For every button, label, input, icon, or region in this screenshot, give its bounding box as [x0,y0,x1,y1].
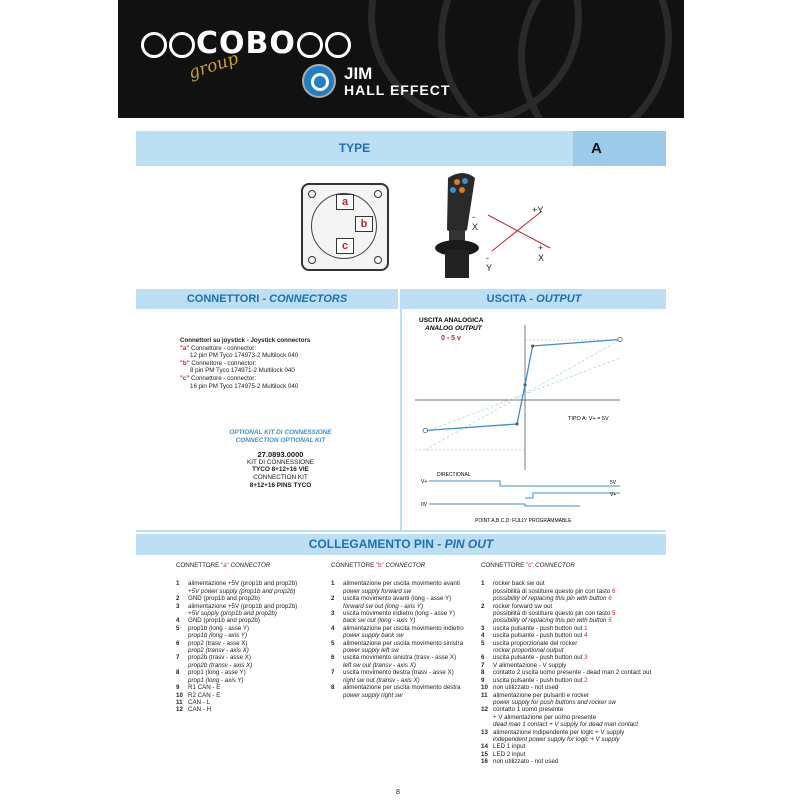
pin-translation: forward sw out (long - axis Y) [343,602,424,610]
product-subtitle: HALL EFFECT [344,82,451,98]
data-point [423,428,427,432]
pin-translation: right sw out (transv - axis X) [343,676,420,684]
pin-number: 14 [481,743,488,751]
pin-c: c [336,238,354,254]
pin-row [481,706,671,728]
pin-number: 1 [481,580,485,588]
pin-translation: possibility of replacing this pin with button 6 [493,595,612,603]
pin-row [481,729,671,744]
axis-minus-x: - X [472,212,479,232]
connectors-list [180,337,310,390]
pin-row [481,692,671,707]
pin-row [331,595,471,610]
pin-number: 9 [481,676,485,684]
pinout-header: COLLEGAMENTO PIN - PIN OUT [136,534,666,555]
data-point [531,345,533,347]
pin-row [331,640,471,655]
pin-description: prop2b (trasv - asse X) [188,654,251,662]
pin-translation: +5V supply (prop1b and prop2b) [188,610,277,618]
right-vplus: V+ [610,492,617,498]
pin-number: 16 [481,758,488,766]
data-point [618,337,622,341]
pin-translation: prop1 (long - axis Y) [188,676,244,684]
pin-translation: rocker proportional output [493,647,564,655]
kit-line5: TYCO 8+12+16 VIE [252,466,309,474]
pin-translation: back sw out (long - axis Y) [343,617,416,625]
connectors-header: CONNETTORI - CONNECTORS [136,289,398,309]
pin-row [176,654,316,669]
pin-number: 13 [481,728,488,736]
pin-number: 15 [481,750,488,758]
pin-row [481,654,671,661]
pin-number: 5 [481,639,485,647]
kit-code: 27.0893.0000 [257,450,304,460]
kit-line4: KIT DI CONNESSIONE [247,458,314,466]
pin-description: alimentazione +5V (prop1b and prop2b) [188,602,298,610]
pin-translation: power supply right sw [343,691,403,699]
pin-description: CAN - L [188,698,211,706]
pin-description: rocker forward sw out [493,602,553,610]
pin-translation: prop1b (long - axis Y) [188,632,248,640]
pin-description: GND (prop1b and prop2b) [188,595,260,603]
pin-number: 11 [481,691,488,699]
pin-description: uscita movimento indietro (long - asse Y) [343,610,455,618]
pin-number: 8 [176,669,180,677]
pin-description: uscita movimento destra (trasv - asse X) [343,669,454,677]
kit-line7: 8+12+16 PINS TYCO [249,481,312,489]
axis-plus-y: +Y [532,205,544,215]
brand-logo: COBO [140,26,352,61]
pin-row [481,662,671,669]
chart-subtitle: ANALOG OUTPUT [425,325,482,332]
type-label: TYPE [338,141,371,155]
data-point [524,384,526,386]
chart-footer: POINT A,B,C,D: FULLY PROGRAMMABLE [475,518,572,524]
pinout-column-c [481,562,671,766]
pin-translation: left sw out (transv - axis X) [343,661,416,669]
pin-description: alimentazione per uscita movimento indietro [343,624,464,632]
pin-subdescription: possibilità di sostituire questo pin con tasto 5 [493,610,616,618]
section-divider [400,289,402,530]
data-point [516,423,518,425]
pin-translation: possibility of replacing this pin with button 5 [493,617,612,625]
pin-description: R2 CAN - E [188,691,221,699]
connector-a: "a" Connettore - connector: [180,344,257,352]
pin-description: rocker back sw out [493,580,545,588]
pin-row [176,617,316,624]
pin-description: V alimentazione - V supply [493,661,567,669]
pin-translation: power supply for push buttons and rocker sw [493,698,616,706]
pin-number: 7 [331,669,335,677]
connector-c-desc: 16 pin PM Tyco 174975-2 Multilock 040 [190,382,299,390]
pin-description: GND (prop1b and prop2b) [188,617,260,625]
pin-description: uscita proporzionale del rocker [493,639,578,647]
jim-logo-icon [302,64,336,98]
pin-translation: power supply forward sw [343,587,412,595]
column-b-header: CONNETTORE "b" CONNECTOR [331,562,426,569]
pin-number: 6 [176,639,180,647]
analog-output-chart [405,310,630,530]
product-title: JIM [344,64,373,83]
pin-row [176,640,316,655]
pin-number: 10 [481,684,488,692]
pin-number: 9 [176,684,180,692]
pin-translation: prop2 (transv - axis X) [188,647,249,655]
connector-diagram [301,183,389,271]
kit-line1: OPTIONAL KIT DI CONNESSIONE [229,429,332,436]
kit-line6: CONNECTION KIT [253,473,308,481]
pin-description: prop1 (long - asse Y) [188,669,246,677]
pin-description: alimentazione per uscita movimento sinistra [343,639,464,647]
connector-b: "b" Connettore - connector: [180,359,257,367]
pin-row [481,743,671,750]
pin-row [481,625,671,632]
pin-number: 11 [176,698,183,706]
pin-description: alimentazione per pulsanti e rocker [493,691,589,699]
pin-number: 6 [331,654,335,662]
pin-number: 5 [331,639,335,647]
pin-row [331,625,471,640]
column-a-header: CONNETTORE "a" CONNECTOR [176,562,271,569]
zero-label: 0V [421,502,428,508]
pin-row [331,669,471,684]
pin-translation: dead man 1 contact + V supply for dead man contact [493,721,638,729]
chart-title: USCITA ANALOGICA [419,317,484,324]
type-value: A [573,131,666,166]
pin-row [176,699,316,706]
pin-number: 3 [481,624,485,632]
axis-plus-x: + X [538,243,545,263]
connectors-title: Connettori su joystick - Joystick connectors [180,337,311,344]
pin-row [176,625,316,640]
pin-number: 3 [331,610,335,618]
pin-row [331,610,471,625]
pin-subdescription: + V alimentazione per uomo presente [493,713,597,721]
pin-number: 4 [481,632,485,640]
pin-row [176,669,316,684]
pin-number: 8 [331,684,335,692]
pin-row [176,706,316,713]
pin-description: uscita pulsante - push button out 3 [493,654,588,662]
pin-description: uscita pulsante - push button out 2 [493,676,588,684]
pin-row [481,580,671,602]
pin-number: 2 [331,595,335,603]
pin-row [481,758,671,765]
pin-description: alimentazione per uscita movimento destra [343,684,461,692]
pin-a: a [336,194,354,210]
pin-row [331,684,471,699]
pin-number: 12 [176,706,183,714]
pinout-column-b [331,562,471,699]
pin-description: prop2 (trasv - asse X) [188,639,248,647]
pin-row [481,640,671,655]
pin-description: alimentazione per uscita movimento avanti [343,580,460,588]
pin-description: uscita movimento avanti (long - asse Y) [343,595,452,603]
axis-minus-y: - Y [486,253,493,273]
pinout-divider [136,530,666,532]
pin-description: CAN - H [188,706,212,714]
column-c-header: CONNETTORE "c" CONNECTOR [481,562,575,569]
pin-row [481,751,671,758]
pin-number: 7 [176,654,180,662]
pin-description: non utilizzato - not used [493,684,559,692]
pin-row [176,603,316,618]
pin-description: alimentazione +5V (prop1b and prop2b) [188,580,298,588]
pin-subdescription: possibilità di sostituire questo pin con tasto 6 [493,587,616,595]
pin-description: non utilizzato - not used [493,758,559,766]
pin-b: b [355,216,373,232]
pin-number: 3 [176,602,180,610]
header-banner [118,0,684,118]
output-header: USCITA - OUTPUT [402,289,666,309]
pin-number: 1 [331,580,335,588]
pin-row [176,692,316,699]
pin-description: LED 1 input [493,743,526,751]
pin-row [331,654,471,669]
pin-translation: +5V power supply (prop1b and prop2b) [188,587,296,595]
pin-row [481,632,671,639]
connector-b-desc: 8 pin PM Tyco 174971-2 Multilock 040 [190,367,295,375]
pin-number: 8 [481,669,485,677]
page-number: 8 [396,789,400,796]
pin-number: 6 [481,654,485,662]
pin-description: contatto 1 uomo presente [493,706,564,714]
pin-description: contatto 2 uscita uomo presente - dead man 2 contact out [493,669,652,677]
pin-row [481,677,671,684]
chart-range: 0 - 5 v [441,335,461,342]
pin-number: 5 [176,624,180,632]
pin-row [176,595,316,602]
pin-translation: power supply left sw [343,647,399,655]
directional-label: DIRECTIONAL [437,472,471,478]
catalog-page [118,0,684,800]
pin-description: uscita movimento sinistra (trasv - asse X) [343,654,457,662]
brand-subtitle: group [186,48,241,84]
pin-translation: prop2b (transv - axis X) [188,661,253,669]
pin-row [176,684,316,691]
pin-number: 12 [481,706,488,714]
pin-number: 4 [176,617,180,625]
chart-note: TIPO A: V+ = 5V [568,416,609,422]
pin-description: uscita pulsante - push button out 1 [493,624,588,632]
pin-description: alimentazione indipendente per logic + V supply [493,728,625,736]
kit-line2: CONNECTION OPTIONAL KIT [235,436,326,444]
pin-number: 2 [481,602,485,610]
pin-number: 10 [176,691,183,699]
pin-number: 7 [481,661,485,669]
pin-row [481,603,671,625]
pin-translation: independent power supply for logic + V supply [493,735,620,743]
vplus-label: V+ [421,479,428,485]
pin-description: LED 2 input [493,750,526,758]
connector-c: "c" Connettore - connector: [180,374,257,382]
connection-kit [218,429,343,489]
pin-row [481,669,671,676]
pin-number: 4 [331,624,335,632]
pin-number: 1 [176,580,180,588]
pin-number: 2 [176,595,180,603]
connector-a-desc: 12 pin PM Tyco 174973-2 Multilock 040 [190,352,299,360]
type-bar [136,131,666,166]
pin-description: R1 CAN - E [188,684,221,692]
pin-row [331,580,471,595]
pin-translation: power supply back sw [343,632,404,640]
pin-row [481,684,671,691]
right-5v: 5V [610,480,617,486]
pin-description: uscita pulsante - push button out 4 [493,632,588,640]
pinout-column-a [176,562,316,714]
pin-row [176,580,316,595]
pin-description: prop1b (long - asse Y) [188,624,250,632]
